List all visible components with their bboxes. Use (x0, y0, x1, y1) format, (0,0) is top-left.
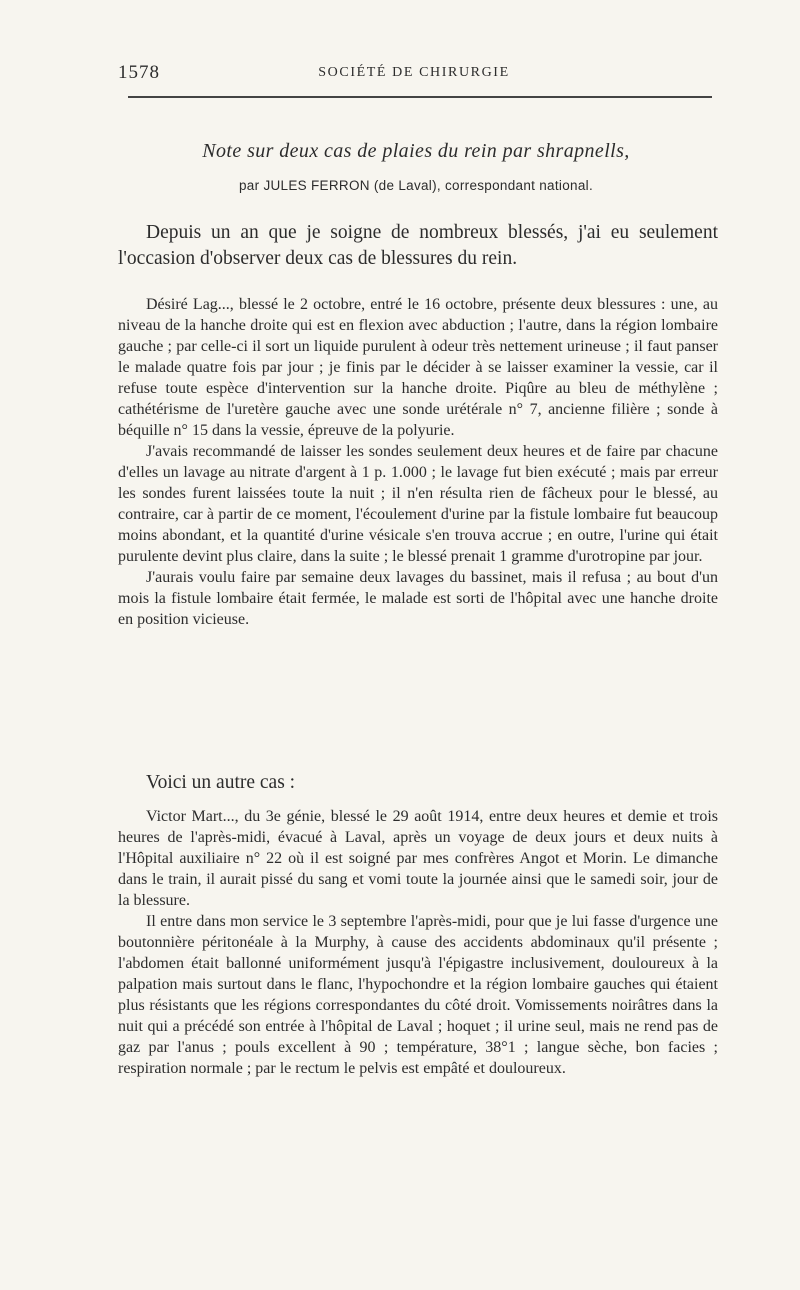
case-two-heading: Voici un autre cas : (146, 772, 296, 793)
body-paragraph: Victor Mart..., du 3e génie, blessé le 29 août 1914, entre deux heures et demie et trois heures de l'après-midi, évacué à Laval, après un voyage de deux jours et deux nuits à l'Hôpital auxiliaire n° 22 où il est soigné par mes confrères Angot et Morin. Le dimanche dans le train, il aurait pissé du sang et vomi toute la journée ainsi que le samedi soir, jour de la blessure. (118, 808, 718, 909)
intro-paragraph: Depuis un an que je soigne de nombreux blessés, j'ai eu seulement l'occasion d'observer deux cas de blessures du rein. (118, 222, 718, 269)
body-paragraph: J'aurais voulu faire par semaine deux lavages du bassinet, mais il refusa ; au bout d'un mois la fistule lombaire était fermée, le malade est sorti de l'hôpital avec une hanche droite en position vicieuse. (118, 569, 718, 628)
page-number: 1578 (118, 62, 160, 83)
page-header (118, 62, 710, 86)
body-paragraph: Il entre dans mon service le 3 septembre l'après-midi, pour que je lui fasse d'urgence une boutonnière péritonéale à la Murphy, à cause des accidents abdominaux qu'il présente ; l'abdomen était ballonné uniformément jusqu'à l'épigastre inclusivement, douloureux à la palpation mais surtout dans le flanc, l'hypochondre et la région lombaire gauches qui étaient plus résistants que les régions correspondantes du côté droit. Vomissements noirâtres dans la nuit qui a précédé son entrée à l'hôpital de Laval ; hoquet ; il urine seul, mais ne rend pas de gaz par l'anus ; pouls excellent à 90 ; température, 38°1 ; langue sèche, bon facies ; respiration normale ; par le rectum le pelvis est empâté et douloureux. (118, 913, 718, 1077)
running-head: SOCIÉTÉ DE CHIRURGIE (318, 65, 510, 80)
body-paragraph: J'avais recommandé de laisser les sondes seulement deux heures et de faire par chacune d'elles un lavage au nitrate d'argent à 1 p. 1.000 ; le lavage fut bien exécuté ; mais par erreur les sondes furent laissées toute la nuit ; il n'en résulta rien de fâcheux pour le blessé, au contraire, car à partir de ce moment, l'écoulement d'urine par la fistule lombaire fut beaucoup moins abondant, et la quantité d'urine vésicale s'en trouva accrue ; en outre, l'urine qui était purulente devint plus claire, dans la suite ; le blessé prenait 1 gramme d'urotropine par jour. (118, 443, 718, 565)
case-two-section (118, 806, 718, 1079)
header-rule (128, 96, 712, 98)
case-one-section (118, 294, 718, 630)
article-byline: par JULES FERRON (de Laval), correspondant national. (238, 178, 593, 193)
body-paragraph: Désiré Lag..., blessé le 2 octobre, entré le 16 octobre, présente deux blessures : une, au niveau de la hanche droite qui est en flexion avec abduction ; l'autre, dans la région lombaire gauche ; par celle-ci il sort un liquide purulent à odeur très nettement urineuse ; il faut panser le malade quatre fois par jour ; je finis par le décider à se laisser examiner la vessie, car il refuse toute espèce d'intervention sur la hanche droite. Piqûre au bleu de méthylène ; cathétérisme de l'uretère gauche avec une sonde urétérale n° 7, ancienne filière ; sonde à béquille n° 15 dans la vessie, épreuve de la polyurie. (118, 296, 718, 439)
case-two-heading-block (118, 770, 718, 796)
article-title: Note sur deux cas de plaies du rein par shrapnells, (202, 140, 630, 162)
intro-block (118, 220, 718, 272)
